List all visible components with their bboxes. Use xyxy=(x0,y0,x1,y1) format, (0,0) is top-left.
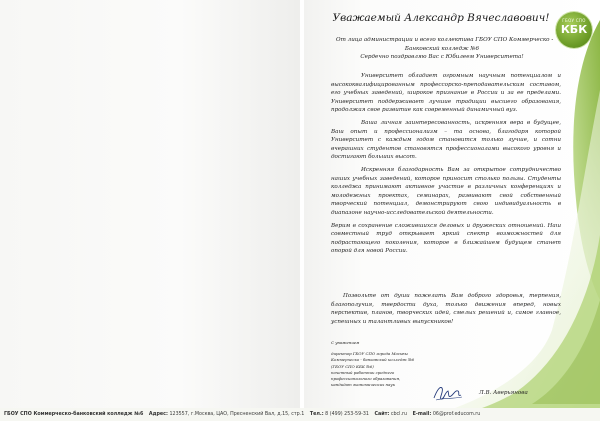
signature-line: профессионального образования, xyxy=(331,376,401,382)
letter-intro xyxy=(336,36,554,62)
letter-paragraph: Ваша личная заинтересованность, искренняя вера в будущее, Ваш опыт и профессионализм – та основа, благодаря которой Университет с каждым годом становится только лучше, и сотни вчерашних студентов становятся профессионалами высокого уровня и достигают больших высот. xyxy=(331,119,561,161)
letter-closing: Позвольте от души пожелать Вам доброго здоровья, терпения, благополучия, твердости духа, только движения вперед, новых перспектив, планов, творческих идей, смелых решений и, самое главное, успешных и талантливых выпускников! xyxy=(331,293,561,325)
footer-email: 06@prof.educom.ru xyxy=(432,412,481,417)
signature-line: кандидат экономических наук xyxy=(331,382,395,388)
intro-line: Банковский колледж №6 xyxy=(404,45,480,52)
intro-line: От лица администрации и всего коллектива ГБОУ СПО Коммерческо - xyxy=(336,37,554,43)
logo-subtitle: ГБОУ СПО xyxy=(562,18,586,23)
college-logo xyxy=(556,12,592,48)
footer-org: ГБОУ СПО Коммерческо-банковский колледж №6 xyxy=(4,412,144,417)
footer-phone: 8 (499) 253-59-31 xyxy=(325,412,369,417)
signature-lead: С уважением xyxy=(331,340,360,345)
letter-paragraph: Университет обладает огромным научным потенциалом и высококвалифицированным профессорско-преподавательским составом, его учебных заведений, широкое признание в России и за ее пределами. Университет поддерживает лучшие традиции высшего образования, продолжая свое развитие как современный динамичный вуз. xyxy=(331,73,561,114)
letter-greeting: Уважаемый Александр Вячеславович! xyxy=(332,12,550,24)
letter-paragraph: Искренняя благодарность Вам за открытое сотрудничество наших учебных заведений, которое приносит столько пользы. Студенты колледжа принимают активное участие в различных конференциях и молодежных проектах, семинарах, развивают свой собственный творческий потенциал, демонстрируют свою индивидуальность в диапазоне научно-исследовательской деятельности. xyxy=(331,166,561,216)
handwritten-signature xyxy=(431,382,465,404)
signatory-name: Л.В. Аверьянова xyxy=(479,390,528,396)
footer-email-label: E-mail: xyxy=(412,412,432,417)
letter-paragraph: Верим в сохранение сложившихся деловых и дружеских отношений. Наш совместный труд открывает яркий спектр возможностей для подрастающего поколения, которое в ближайшем будущем станет опорой для новой России. xyxy=(331,222,561,255)
signature-line: директор ГБОУ СПО города Москвы xyxy=(331,351,408,357)
footer-site-label: Сайт: xyxy=(374,412,390,417)
intro-line: Сердечно поздравляю Вас с Юбилеем Университета! xyxy=(360,54,524,61)
footer-site: cbcl.ru xyxy=(390,412,408,417)
footer-bar xyxy=(0,408,600,421)
logo-text: КБК xyxy=(560,23,588,36)
signature-line: почетный работник среднего xyxy=(331,369,395,375)
letter-body xyxy=(331,72,561,260)
signature-line: Коммерческо - банковский колледж №6 xyxy=(331,357,415,363)
footer-address-label: Адрес: xyxy=(148,412,168,417)
signature-line: (ГБОУ СПО КБК №6) xyxy=(331,363,374,369)
footer-phone-label: Тел.: xyxy=(309,412,324,417)
footer-address: 123557, г.Москва, ЦАО, Пресненский Вал, д.15, стр.1 xyxy=(169,412,305,417)
